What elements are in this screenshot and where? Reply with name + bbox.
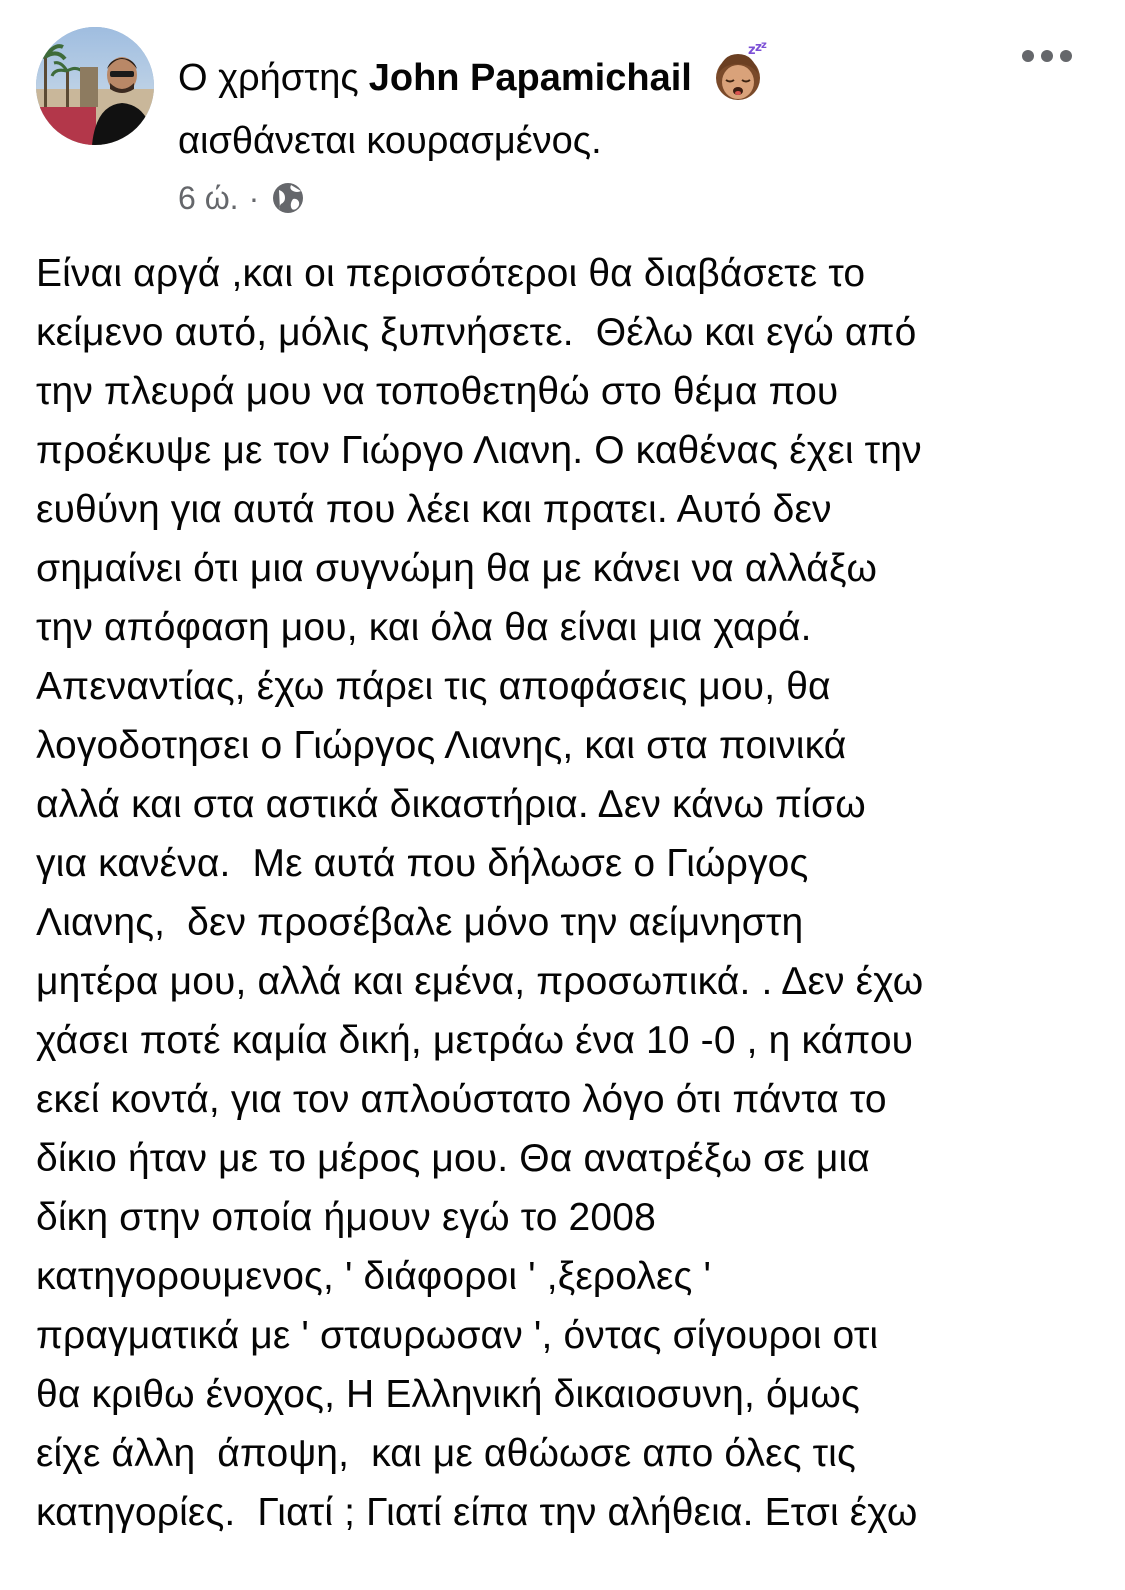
post-body-line: σημαίνει ότι μια συγνώμη θα με κάνει να αλλάξω	[36, 547, 878, 590]
author-name[interactable]: John Papamichail	[368, 57, 692, 99]
post-body-line: για κανένα. Με αυτά που δήλωσε ο Γιώργος	[36, 842, 809, 885]
header-prefix: Ο χρήστης	[178, 57, 359, 99]
svg-text:z: z	[760, 40, 767, 51]
post-body-line: προέκυψε με τον Γιώργο Λιανη. Ο καθένας έχει την	[36, 429, 922, 472]
post-body-line: δίκιο ήταν με το μέρος μου. Θα ανατρέξω σε μια	[36, 1137, 870, 1180]
post-body-line: την απόφαση μου, και όλα θα είναι μια χαρά.	[36, 606, 812, 649]
post-body-line: Είναι αργά ,και οι περισσότεροι θα διαβάσετε το	[36, 252, 866, 295]
post-body-line: την πλευρά μου να τοποθετηθώ στο θέμα που	[36, 370, 839, 413]
separator: ·	[248, 180, 260, 216]
globe-icon[interactable]	[271, 181, 305, 215]
post-meta	[178, 176, 305, 220]
more-options-icon[interactable]	[1021, 44, 1073, 68]
svg-text:z: z	[747, 43, 756, 58]
post-body-line: θα κριθω ένοχος, Η Ελληνική δικαιοσυνη, όμως	[36, 1373, 860, 1416]
post-body-line: Απεναντίας, έχω πάρει τις αποφάσεις μου, θα	[36, 665, 831, 708]
timestamp[interactable]: 6 ώ.	[178, 180, 239, 216]
post-body-line: κατηγορίες. Γιατί ; Γιατί είπα την αλήθεια. Ετσι έχω	[36, 1491, 918, 1534]
avatar[interactable]	[36, 27, 154, 145]
post-body-line: κατηγορουμενος, ' διάφοροι ' ,ξερολες '	[36, 1255, 712, 1298]
post-body-line: χάσει ποτέ καμία δική, μετράω ένα 10 -0 , η κάπου	[36, 1019, 914, 1062]
post-header	[178, 40, 770, 104]
post-body-line: λογοδοτησει ο Γιώργος Λιανης, και στα ποινικά	[36, 724, 847, 767]
post-body-line: είχε άλλη άποψη, και με αθώωσε απο όλες τις	[36, 1432, 856, 1475]
post-body-line: μητέρα μου, αλλά και εμένα, προσωπικά. . Δεν έχω	[36, 960, 924, 1003]
post-body	[36, 244, 1096, 1542]
post-body-line: πραγματικά με ' σταυρωσαν ', όντας σίγουροι οτι	[36, 1314, 879, 1357]
post-body-line: εκεί κοντά, για τον απλούστατο λόγο ότι πάντα το	[36, 1078, 887, 1121]
svg-text:z: z	[754, 40, 762, 54]
post-body-line: Λιανης, δεν προσέβαλε μόνο την αείμνηστη	[36, 901, 804, 944]
sleepy-face-emoji-icon	[704, 38, 770, 104]
post-body-line: κείμενο αυτό, μόλις ξυπνήσετε. Θέλω και εγώ από	[36, 311, 917, 354]
post-body-line: αλλά και στα αστικά δικαστήρια. Δεν κάνω πίσω	[36, 783, 866, 826]
post-body-line: δίκη στην οποία ήμουν εγώ το 2008	[36, 1196, 656, 1239]
feeling-text: αισθάνεται κουρασμένος.	[178, 120, 602, 162]
post-body-line: ευθύνη για αυτά που λέει και πρατει. Αυτό δεν	[36, 488, 832, 531]
